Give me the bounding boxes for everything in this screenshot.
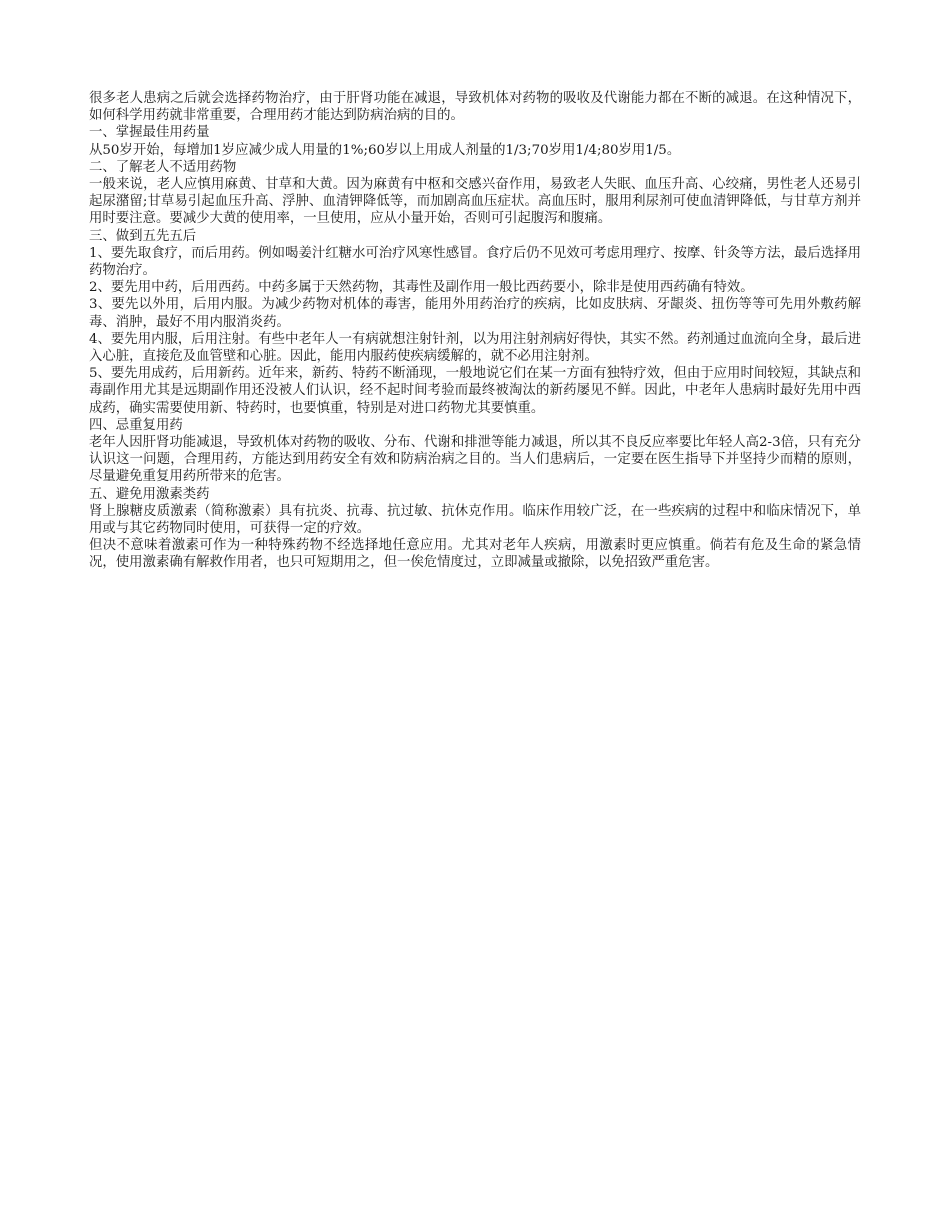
rule-item-4: 4、要先用内服，后用注射。有些中老年人一有病就想注射针剂，以为用注射剂病好得快，其实不然。药剂通过血流向全身，最后进入心脏，直接危及血管壁和心脏。因此，能用内服药使疾病缓解的，就不必用注射剂。: [89, 331, 861, 365]
rule-item-5: 5、要先用成药，后用新药。近年来，新药、特药不断涌现，一般地说它们在某一方面有独特疗效，但由于应用时间较短，其缺点和毒副作用尤其是远期副作用还没被人们认识，经不起时间考验而最终被淘汰的新药屡见不鲜。因此，中老年人患病时最好先用中西成药，确实需要使用新、特药时，也要慎重，特别是对进口药物尤其要慎重。: [89, 366, 861, 416]
hormone-paragraph-1: 肾上腺糖皮质激素（简称激素）具有抗炎、抗毒、抗过敏、抗休克作用。临床作用较广泛，在一些疾病的过程中和临床情况下，单用或与其它药物同时使用，可获得一定的疗效。: [89, 503, 861, 537]
section-heading-1: 一、掌握最佳用药量: [89, 125, 210, 141]
section-heading-5: 五、避免用激素类药: [89, 486, 210, 502]
repeat-medication-paragraph: 老年人因肝肾功能减退，导致机体对药物的吸收、分布、代谢和排泄等能力减退，所以其不良反应率要比年轻人高2-3倍，只有充分认识这一问题，合理用药，方能达到用药安全有效和防病治病之目的。当人们患病后，一定要在医生指导下并坚持少而精的原则，尽量避免重复用药所带来的危害。: [89, 435, 861, 485]
section-heading-4: 四、忌重复用药: [89, 417, 183, 433]
dosage-paragraph: 从50岁开始，每增加1岁应减少成人用量的1%;60岁以上用成人剂量的1/3;70岁用1/4;80岁用1/5。: [89, 142, 681, 158]
rule-item-1: 1、要先取食疗，而后用药。例如喝姜汁红糖水可治疗风寒性感冒。食疗后仍不见效可考虑用理疗、按摩、针灸等方法，最后选择用药物治疗。: [89, 245, 861, 279]
document-body: [89, 90, 861, 572]
section-heading-3: 三、做到五先五后: [89, 228, 197, 244]
rule-item-3: 3、要先以外用，后用内服。为减少药物对机体的毒害，能用外用药治疗的疾病，比如皮肤病、牙龈炎、扭伤等等可先用外敷药解毒、消肿，最好不用内服消炎药。: [89, 297, 861, 330]
section-heading-2: 二、了解老人不适用药物: [89, 159, 237, 175]
intro-paragraph: 很多老人患病之后就会选择药物治疗，由于肝肾功能在减退，导致机体对药物的吸收及代谢能力都在不断的减退。在这种情况下，如何科学用药就非常重要，合理用药才能达到防病治病的目的。: [89, 91, 861, 124]
unsuitable-drugs-paragraph: 一般来说，老人应慎用麻黄、甘草和大黄。因为麻黄有中枢和交感兴奋作用，易致老人失眠、血压升高、心绞痛，男性老人还易引起尿潴留;甘草易引起血压升高、浮肿、血清钾降低等，而加剧高血压症状。高血压时，服用利尿剂可使血清钾降低，与甘草方剂并用时要注意。要减少大黄的使用率，一旦使用，应从小量开始，否则可引起腹泻和腹痛。: [89, 177, 861, 227]
rule-item-2: 2、要先用中药，后用西药。中药多属于天然药物，其毒性及副作用一般比西药要小，除非是使用西药确有特效。: [89, 280, 754, 296]
hormone-paragraph-2: 但决不意味着激素可作为一种特殊药物不经选择地任意应用。尤其对老年人疾病，用激素时更应慎重。倘若有危及生命的紧急情况，使用激素确有解救作用者，也只可短期用之，但一俟危情度过，立即减量或撤除，以免招致严重危害。: [89, 538, 861, 571]
